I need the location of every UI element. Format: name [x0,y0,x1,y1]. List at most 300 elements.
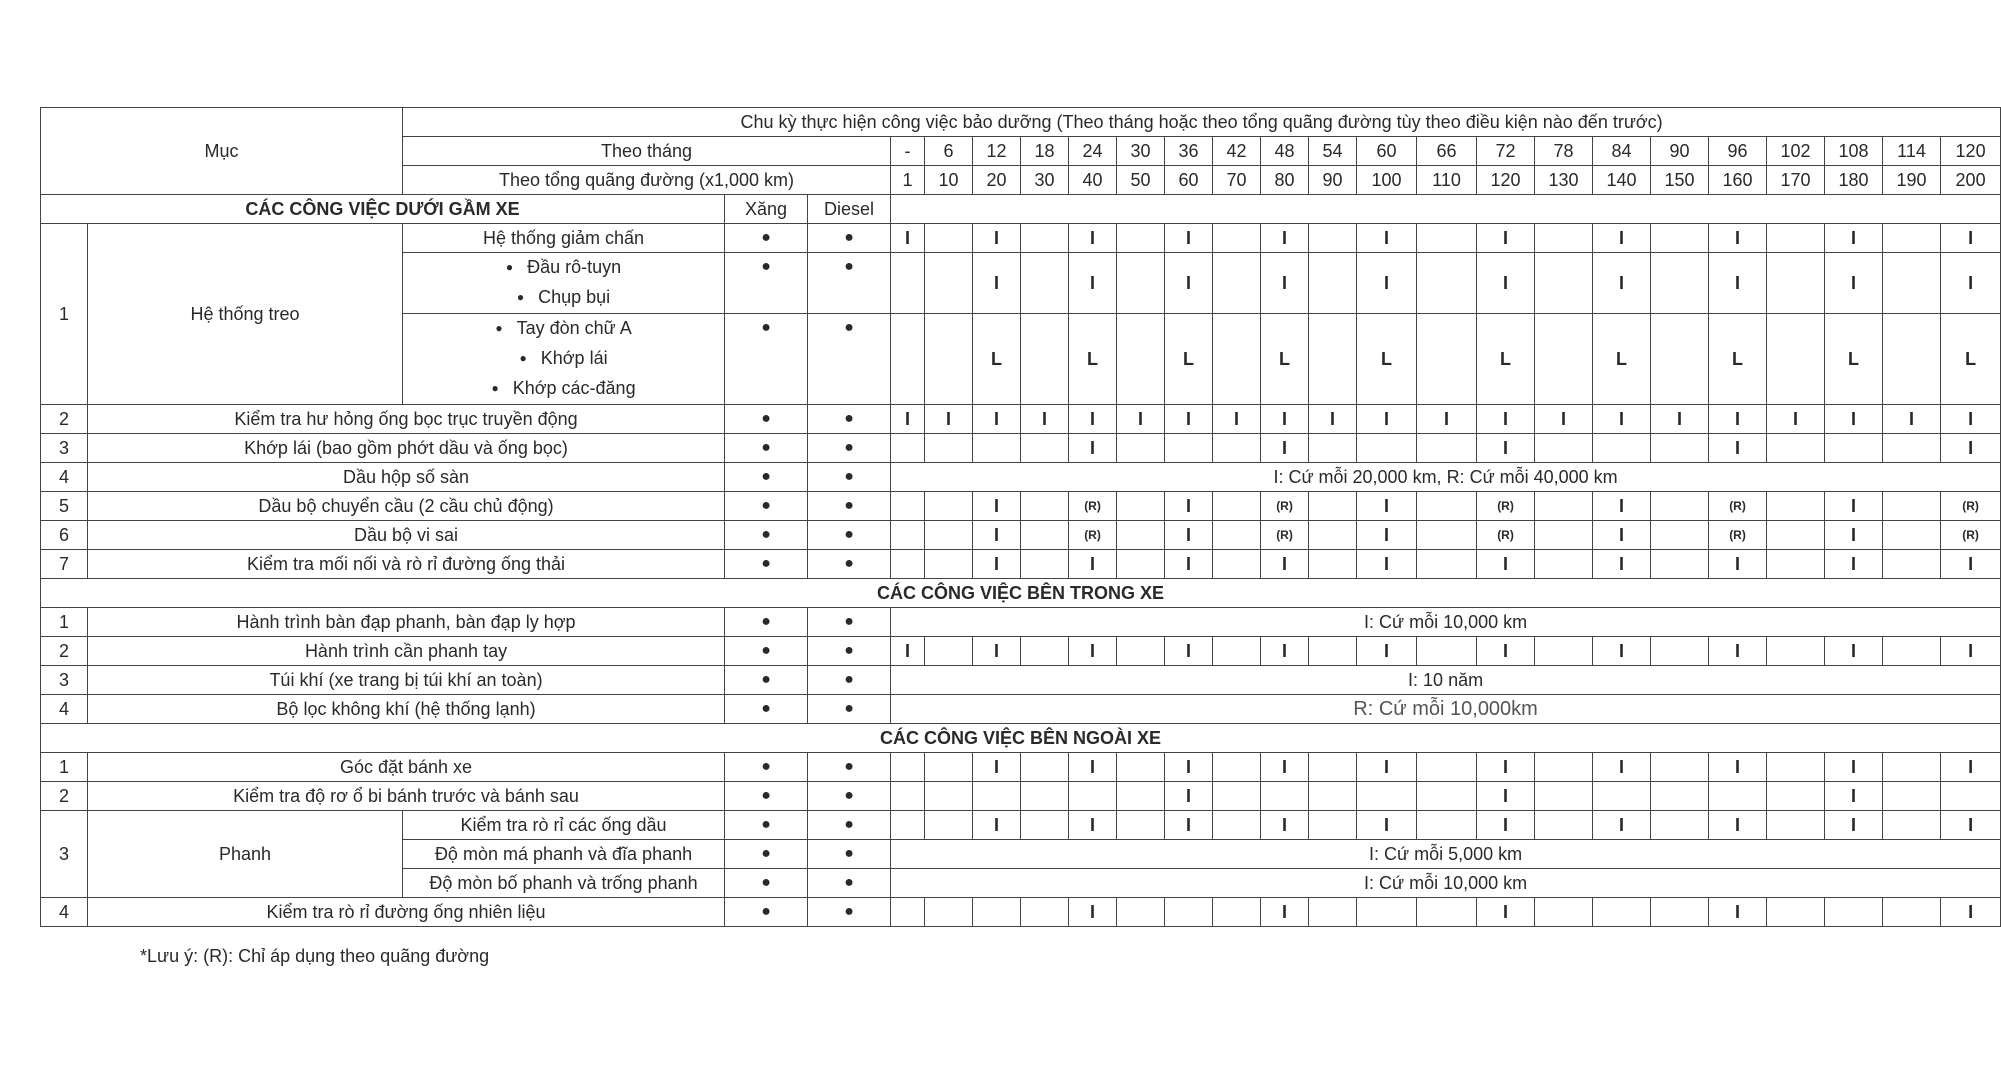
interval-mark [1651,521,1709,550]
interval-mark [1261,782,1309,811]
interval-mark [1825,434,1883,463]
interval-mark [1767,811,1825,840]
interval-mark: I [1709,550,1767,579]
interval-mark [1535,314,1593,405]
interval-note: R: Cứ mỗi 10,000km [891,695,2001,724]
diesel-dot: ● [808,869,891,898]
sub-item-list [403,253,725,314]
interval-mark [1651,314,1709,405]
interval-mark: I [1593,492,1651,521]
interval-mark [1213,753,1261,782]
row-number: 6 [41,521,88,550]
list-item: ● Khớp lái [407,344,720,374]
table-row [41,637,2001,666]
interval-mark: I [1593,811,1651,840]
interval-mark: I [1651,405,1709,434]
interval-mark [1535,811,1593,840]
interval-mark: I [1477,782,1535,811]
interval-mark [1309,253,1357,314]
row-number: 3 [41,666,88,695]
interval-mark: (R) [1069,521,1117,550]
section-inside-row [41,579,2001,608]
table-row [41,898,2001,927]
interval-mark: I [1477,550,1535,579]
sub-item: Hệ thống giảm chấn [403,224,725,253]
interval-mark [1941,782,2001,811]
petrol-dot: ● [725,811,808,840]
diesel-dot: ● [808,405,891,434]
interval-mark: L [1709,314,1767,405]
month-cell: 36 [1165,137,1213,166]
interval-mark: I [1069,898,1117,927]
interval-mark [1767,898,1825,927]
interval-mark [973,898,1021,927]
petrol-dot: ● [725,224,808,253]
interval-mark [1117,898,1165,927]
interval-mark: I [1593,405,1651,434]
interval-mark: (R) [1261,492,1309,521]
table-row [41,811,2001,840]
petrol-dot: ● [725,782,808,811]
interval-mark: I [1069,405,1117,434]
interval-mark [1651,782,1709,811]
row-number: 2 [41,405,88,434]
interval-mark [973,434,1021,463]
km-cell: 130 [1535,166,1593,195]
interval-mark: I [1165,224,1213,253]
km-cell: 180 [1825,166,1883,195]
interval-mark [1651,224,1709,253]
interval-mark [1709,782,1767,811]
interval-mark [1309,898,1357,927]
interval-mark [925,898,973,927]
row-number: 1 [41,753,88,782]
row-number: 1 [41,608,88,637]
table-row [41,492,2001,521]
month-cell: 48 [1261,137,1309,166]
item-name: Khớp lái (bao gồm phớt dầu và ống bọc) [88,434,725,463]
item-name: Kiểm tra rò rỉ đường ống nhiên liệu [88,898,725,927]
interval-mark [1213,637,1261,666]
interval-mark [1417,314,1477,405]
interval-mark [1309,811,1357,840]
interval-mark [1417,898,1477,927]
interval-mark: I [1825,492,1883,521]
diesel-dot: ● [808,521,891,550]
interval-mark: I [1117,405,1165,434]
interval-mark: I [973,224,1021,253]
sub-item: Độ mòn má phanh và đĩa phanh [403,840,725,869]
interval-note: I: 10 năm [891,666,2001,695]
month-cell: 90 [1651,137,1709,166]
month-cell: 30 [1117,137,1165,166]
interval-mark: I [973,521,1021,550]
interval-mark: L [1477,314,1535,405]
sub-item: Độ mòn bố phanh và trống phanh [403,869,725,898]
interval-mark [1213,898,1261,927]
section-under-blank [891,195,2001,224]
interval-note: I: Cứ mỗi 10,000 km [891,608,2001,637]
list-item: ● Đầu rô-tuyn [407,253,720,283]
km-cell: 170 [1767,166,1825,195]
diesel-dot: ● [808,463,891,492]
interval-mark: I [1477,405,1535,434]
interval-mark: I [1709,224,1767,253]
interval-mark: I [1593,637,1651,666]
interval-note: I: Cứ mỗi 10,000 km [891,869,2001,898]
interval-mark [1417,811,1477,840]
footnote: *Lưu ý: (R): Chỉ áp dụng theo quãng đường [140,946,490,966]
petrol-dot: ● [725,253,808,314]
interval-mark: L [1593,314,1651,405]
interval-mark [1767,550,1825,579]
interval-mark [1117,753,1165,782]
item-name: Kiểm tra mối nối và rò rỉ đường ống thải [88,550,725,579]
table-row [41,753,2001,782]
interval-mark [973,782,1021,811]
interval-mark [891,550,925,579]
interval-mark: I [1941,253,2001,314]
interval-mark: I [1069,637,1117,666]
interval-mark [1213,782,1261,811]
section-outside-row [41,724,2001,753]
month-cell: 12 [973,137,1021,166]
interval-mark [1117,550,1165,579]
table-row [41,224,2001,253]
km-cell: 90 [1309,166,1357,195]
interval-mark: I [1941,637,2001,666]
interval-mark [1213,811,1261,840]
interval-mark [1651,434,1709,463]
interval-mark [891,492,925,521]
interval-mark [891,898,925,927]
interval-mark [1535,434,1593,463]
petrol-dot: ● [725,637,808,666]
month-cell: 72 [1477,137,1535,166]
interval-mark [1767,314,1825,405]
interval-mark: L [1941,314,2001,405]
month-cell: 96 [1709,137,1767,166]
interval-mark: I [1709,637,1767,666]
interval-mark [1651,898,1709,927]
interval-mark: I [1165,521,1213,550]
interval-mark: I [973,811,1021,840]
header-row-cycle [41,108,2001,137]
interval-mark: I [1357,811,1417,840]
interval-mark: I [1941,405,2001,434]
interval-mark: I [1165,782,1213,811]
interval-mark [1651,492,1709,521]
interval-mark: I [1357,521,1417,550]
interval-mark [1165,898,1213,927]
interval-mark [1021,492,1069,521]
interval-mark [1417,253,1477,314]
interval-mark: I [1165,253,1213,314]
interval-mark [1535,492,1593,521]
diesel-dot: ● [808,840,891,869]
interval-mark: I [1357,550,1417,579]
row-number: 5 [41,492,88,521]
section-outside-title: CÁC CÔNG VIỆC BÊN NGOÀI XE [41,724,2001,753]
petrol-dot: ● [725,314,808,405]
interval-mark: I [1261,253,1309,314]
km-cell: 20 [973,166,1021,195]
interval-mark: I [1357,637,1417,666]
interval-mark: I [1069,753,1117,782]
interval-mark [1651,753,1709,782]
interval-mark: I [1357,253,1417,314]
interval-mark [925,753,973,782]
km-cell: 80 [1261,166,1309,195]
interval-mark [891,753,925,782]
diesel-dot: ● [808,811,891,840]
row-number: 4 [41,463,88,492]
interval-mark: I [1261,224,1309,253]
interval-mark [1021,253,1069,314]
interval-note: I: Cứ mỗi 5,000 km [891,840,2001,869]
section-under-title: CÁC CÔNG VIỆC DƯỚI GẦM XE [41,195,725,224]
diesel-dot: ● [808,608,891,637]
section-under-row [41,195,2001,224]
diesel-dot: ● [808,224,891,253]
diesel-dot: ● [808,782,891,811]
interval-mark: I [1165,550,1213,579]
interval-mark [925,224,973,253]
table-row [41,695,2001,724]
interval-mark: I [1309,405,1357,434]
interval-mark [1417,782,1477,811]
petrol-dot: ● [725,840,808,869]
interval-mark [1417,434,1477,463]
interval-mark [1213,224,1261,253]
interval-mark [1213,253,1261,314]
interval-mark [1417,753,1477,782]
interval-mark [925,782,973,811]
interval-mark: I [1825,550,1883,579]
interval-mark [1357,898,1417,927]
interval-mark: I [1941,753,2001,782]
petrol-dot: ● [725,492,808,521]
interval-mark: I [1069,224,1117,253]
interval-mark: L [1261,314,1309,405]
interval-mark [1535,637,1593,666]
interval-mark: I [1825,782,1883,811]
item-header: Mục [41,108,403,195]
interval-mark: I [1021,405,1069,434]
interval-mark [925,314,973,405]
interval-mark [925,637,973,666]
interval-mark: I [1477,898,1535,927]
interval-mark [925,550,973,579]
interval-mark: I [891,405,925,434]
interval-mark [1883,782,1941,811]
interval-mark [1309,550,1357,579]
km-cell: 60 [1165,166,1213,195]
interval-mark: I [1477,811,1535,840]
interval-mark [1883,314,1941,405]
interval-mark [891,314,925,405]
interval-mark [1535,753,1593,782]
km-cell: 110 [1417,166,1477,195]
interval-mark [1309,314,1357,405]
interval-mark: I [1165,811,1213,840]
item-name: Phanh [88,811,403,898]
interval-mark: I [1825,405,1883,434]
item-name: Bộ lọc không khí (hệ thống lạnh) [88,695,725,724]
interval-mark [1417,224,1477,253]
interval-mark: I [1825,753,1883,782]
interval-mark: I [891,637,925,666]
month-cell: 18 [1021,137,1069,166]
table-row [41,463,2001,492]
interval-mark: (R) [1069,492,1117,521]
interval-mark [1213,521,1261,550]
interval-mark: I [1593,753,1651,782]
interval-mark: I [925,405,973,434]
interval-mark [1021,782,1069,811]
list-item: ● Tay đòn chữ A [407,314,720,344]
petrol-dot: ● [725,521,808,550]
interval-mark [891,521,925,550]
interval-mark [1651,811,1709,840]
interval-mark: L [973,314,1021,405]
diesel-dot: ● [808,550,891,579]
interval-mark [891,434,925,463]
row-number: 2 [41,782,88,811]
row-number: 7 [41,550,88,579]
interval-mark: I [1709,253,1767,314]
interval-mark [1117,434,1165,463]
interval-mark: I [1767,405,1825,434]
interval-mark: I [1477,434,1535,463]
interval-mark [1117,521,1165,550]
interval-mark [925,521,973,550]
interval-mark: I [973,405,1021,434]
interval-mark [1535,550,1593,579]
month-cell: 60 [1357,137,1417,166]
interval-mark: I [891,224,925,253]
interval-mark [1883,492,1941,521]
interval-mark [1117,637,1165,666]
interval-mark [1117,314,1165,405]
cycle-title: Chu kỳ thực hiện công việc bảo dưỡng (Theo tháng hoặc theo tổng quãng đường tùy theo điều kiện nào đến trước) [403,108,2001,137]
month-cell: 24 [1069,137,1117,166]
item-name: Hệ thống treo [88,224,403,405]
interval-mark [1535,898,1593,927]
diesel-header: Diesel [808,195,891,224]
interval-mark: I [1593,550,1651,579]
month-cell: 54 [1309,137,1357,166]
interval-mark [1021,550,1069,579]
interval-mark [1117,782,1165,811]
interval-mark [1165,434,1213,463]
petrol-dot: ● [725,434,808,463]
km-cell: 100 [1357,166,1417,195]
petrol-dot: ● [725,550,808,579]
km-cell: 10 [925,166,973,195]
interval-mark [1767,492,1825,521]
interval-mark: I [1825,253,1883,314]
month-cell: - [891,137,925,166]
interval-mark: I [1941,898,2001,927]
interval-mark [1767,224,1825,253]
diesel-dot: ● [808,898,891,927]
interval-mark [1021,224,1069,253]
interval-mark: L [1825,314,1883,405]
month-cell: 120 [1941,137,2001,166]
interval-mark: I [1709,405,1767,434]
interval-mark [1535,224,1593,253]
interval-mark: I [1593,224,1651,253]
interval-mark [1651,637,1709,666]
interval-mark: I [1941,811,2001,840]
interval-mark: L [1165,314,1213,405]
row-number: 1 [41,224,88,405]
interval-mark: I [1477,253,1535,314]
petrol-dot: ● [725,695,808,724]
row-number: 4 [41,695,88,724]
interval-mark: I [1261,434,1309,463]
km-cell: 1 [891,166,925,195]
interval-mark: I [1261,898,1309,927]
interval-mark [1883,811,1941,840]
interval-mark [1883,753,1941,782]
km-cell: 140 [1593,166,1651,195]
interval-mark [925,434,973,463]
interval-mark: I [973,753,1021,782]
month-cell: 102 [1767,137,1825,166]
interval-mark [1883,550,1941,579]
interval-mark: I [973,550,1021,579]
interval-mark: I [1261,550,1309,579]
interval-mark [1309,782,1357,811]
table-row [41,782,2001,811]
interval-mark [1213,314,1261,405]
interval-mark: L [1069,314,1117,405]
interval-mark [1883,253,1941,314]
interval-mark: I [1165,753,1213,782]
month-cell: 66 [1417,137,1477,166]
interval-mark [1417,637,1477,666]
km-cell: 40 [1069,166,1117,195]
schedule-table-wrapper [40,107,1986,927]
item-name: Dầu bộ chuyển cầu (2 cầu chủ động) [88,492,725,521]
interval-mark: I [1477,637,1535,666]
interval-mark: I [1593,521,1651,550]
item-name: Dầu bộ vi sai [88,521,725,550]
interval-mark [1021,898,1069,927]
interval-mark [1117,811,1165,840]
diesel-dot: ● [808,492,891,521]
interval-mark [1883,521,1941,550]
interval-mark: I [1477,224,1535,253]
interval-mark: I [1261,405,1309,434]
km-cell: 200 [1941,166,2001,195]
interval-mark [1357,434,1417,463]
month-cell: 108 [1825,137,1883,166]
interval-mark [1309,753,1357,782]
interval-mark [1309,434,1357,463]
interval-mark [1593,434,1651,463]
interval-mark: I [1357,753,1417,782]
row-number: 2 [41,637,88,666]
interval-mark: I [1825,521,1883,550]
months-label: Theo tháng [403,137,891,166]
month-cell: 84 [1593,137,1651,166]
interval-mark: (R) [1709,521,1767,550]
interval-mark [1309,637,1357,666]
table-row [41,521,2001,550]
